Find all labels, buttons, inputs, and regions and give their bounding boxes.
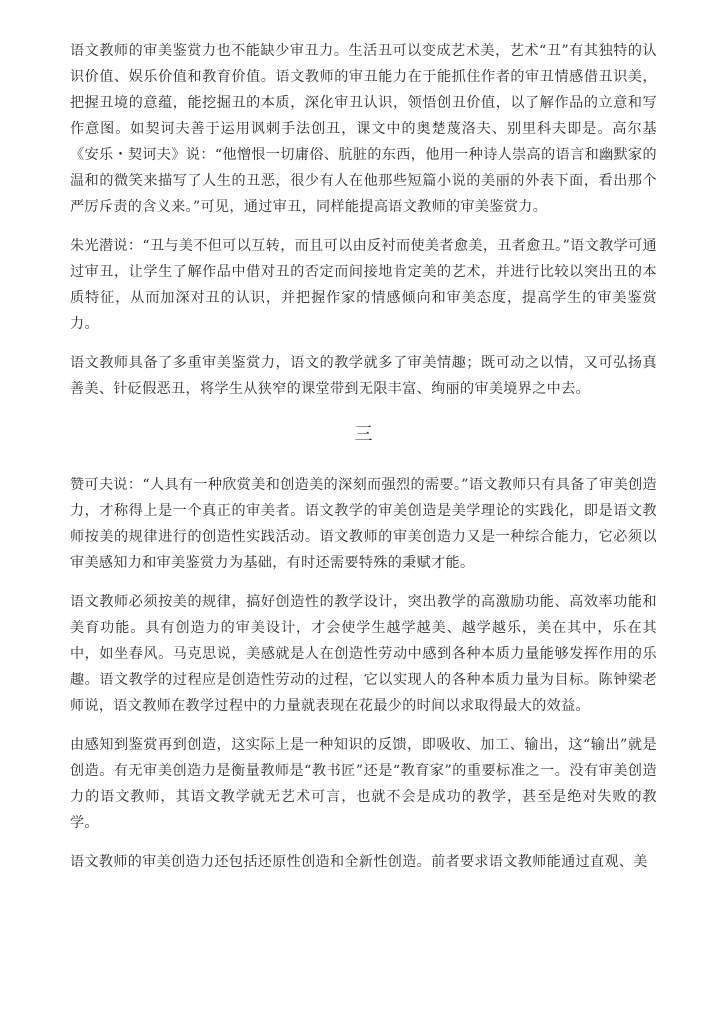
section-heading: 三 [354,424,373,445]
paragraph-zhu-guangqian-quote: 朱光潜说：“丑与美不但可以互转，而且可以由反衬而使美者愈美，丑者愈丑。”语文教学可通过审丑，让学生了解作品中借对丑的否定而间接地肯定美的艺术，并进行比较以突出丑的本质特征，从而加深对丑的认识，并把握作家的情感倾向和审美态度，提高学生的审美鉴赏力。 [70,238,657,332]
paragraph-zankov-quote: 赞可夫说：“人具有一种欣赏美和创造美的深刻而强烈的需要。”语文教师只有具备了审美创造力，才称得上是一个真正的审美者。语文教学的审美创造是美学理论的实践化，即是语文教师按美的规律进行的创造性实践活动。语文教师的审美创造力又是一种综合能力，它必须以审美感知力和审美鉴赏力为基础，有时还需要特殊的秉赋才能。 [70,477,657,571]
paragraph-aesthetic-ugliness: 语文教师的审美鉴赏力也不能缺少审丑力。生活丑可以变成艺术美，艺术“丑”有其独特的认识价值、娱乐价值和教育价值。语文教师的审丑能力在于能抓住作者的审丑情感借丑识美，把握丑境的意蕴，能挖掘丑的本质，深化审丑认识，领悟创丑价值，以了解作品的立意和写作意图。如契诃夫善于运用讽刺手法创丑，课文中的奥楚蔑洛夫、别里科夫即是。高尔基《安乐・契诃夫》说：“他憎恨一切庸俗、肮脏的东西，他用一种诗人崇高的语言和幽默家的温和的微笑来描写了人生的丑恶，很少有人在他那些短篇小说的美丽的外表下面，看出那个严厉斥责的含义来。”可见，通过审丑，同样能提高语文教师的审美鉴赏力。 [70,43,657,215]
paragraph-multiple-appreciation: 语文教师具备了多重审美鉴赏力，语文的教学就多了审美情趣；既可动之以情，又可弘扬真善美、针砭假恶丑，将学生从狭窄的课堂带到无限丰富、绚丽的审美境界之中去。 [70,355,657,397]
document-page [70,38,657,888]
paragraph-perception-to-creation: 由感知到鉴赏再到创造，这实际上是一种知识的反馈，即吸收、加工、输出，这“输出”就是创造。有无审美创造力是衡量教师是“教书匠”还是“教育家”的重要标准之一。没有审美创造力的语文教师，其语文教学就无艺术可言，也就不会是成功的教学，甚至是绝对失败的教学。 [70,737,657,831]
paragraph-creation-types: 语文教师的审美创造力还包括还原性创造和全新性创造。前者要求语文教师能通过直观、美 [70,854,648,870]
paragraph-creative-design: 语文教师必须按美的规律，搞好创造性的教学设计，突出教学的高激励功能、高效率功能和美育功能。具有创造力的审美设计，才会使学生越学越美、越学越乐，美在其中，乐在其中，如坐春风。马克思说，美感就是人在创造性劳动中感到各种本质力量能够发挥作用的乐趣。语文教学的过程应是创造性劳动的过程，它以实现人的各种本质力量为目标。陈钟梁老师说，语文教师在教学过程中的力量就表现在花最少的时间以求取得最大的效益。 [70,594,657,714]
